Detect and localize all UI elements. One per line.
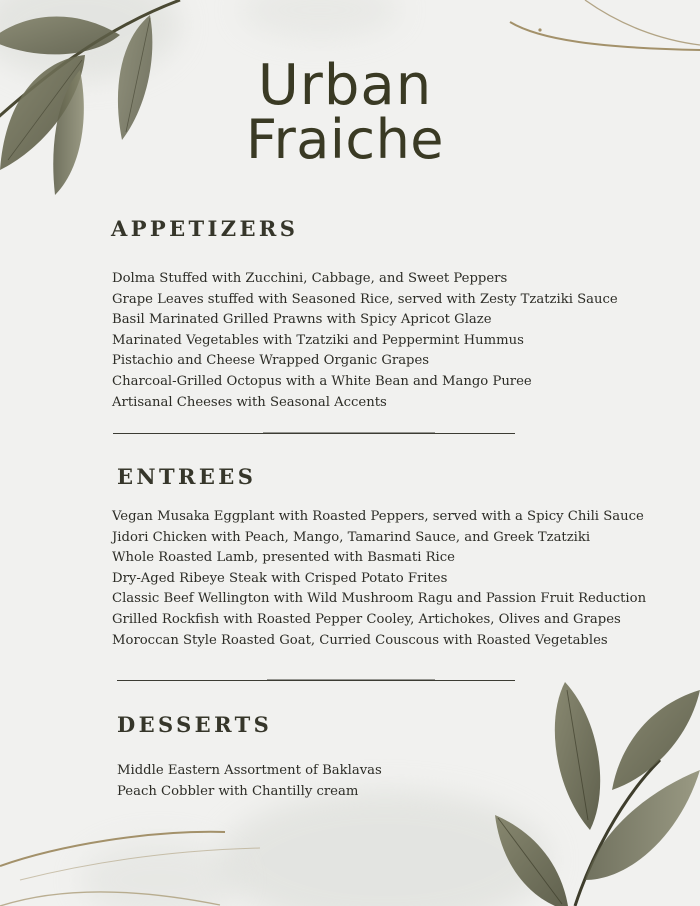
menu-item: Grape Leaves stuffed with Seasoned Rice, served with Zesty Tzatziki Sauce (112, 291, 618, 307)
menu-item: Dry-Aged Ribeye Steak with Crisped Potato Frites (112, 570, 448, 586)
desserts-list (117, 761, 382, 802)
restaurant-name-line2: Fraiche (245, 108, 445, 171)
menu-item: Vegan Musaka Eggplant with Roasted Peppers, served with a Spicy Chili Sauce (112, 509, 644, 524)
menu-item: Peach Cobbler with Chantilly cream (117, 783, 359, 799)
top-right-line-icon (510, 0, 700, 50)
restaurant-name-line1: Urban (257, 53, 433, 118)
bottom-right-branch-icon (495, 682, 700, 906)
menu-item: Moroccan Style Roasted Goat, Curried Couscous with Roasted Vegetables (112, 632, 608, 648)
section-divider (113, 433, 515, 434)
bottom-left-line-icon (0, 832, 260, 906)
section-divider (117, 680, 515, 681)
menu-item: Middle Eastern Assortment of Baklavas (117, 763, 382, 778)
menu-item: Marinated Vegetables with Tzatziki and Peppermint Hummus (112, 332, 524, 348)
menu-item: Grilled Rockfish with Roasted Pepper Cooley, Artichokes, Olives and Grapes (112, 611, 621, 627)
menu-item: Classic Beef Wellington with Wild Mushroom Ragu and Passion Fruit Reduction (112, 591, 647, 607)
menu-item: Basil Marinated Grilled Prawns with Spicy Apricot Glaze (112, 312, 492, 328)
section-heading-entrees: ENTREES (117, 464, 257, 489)
section-heading-appetizers: APPETIZERS (111, 216, 299, 241)
appetizers-list (112, 269, 618, 413)
entrees-list (112, 507, 646, 651)
menu-item: Jidori Chicken with Peach, Mango, Tamarind Sauce, and Greek Tzatziki (112, 529, 591, 545)
top-left-branch-icon (0, 0, 180, 195)
menu-item: Pistachio and Cheese Wrapped Organic Grapes (112, 353, 430, 369)
menu-item: Whole Roasted Lamb, presented with Basmati Rice (112, 550, 455, 566)
menu-item: Artisanal Cheeses with Seasonal Accents (112, 394, 387, 410)
menu-item: Dolma Stuffed with Zucchini, Cabbage, and Sweet Peppers (112, 271, 508, 286)
menu-item: Charcoal-Grilled Octopus with a White Bean and Mango Puree (112, 373, 532, 389)
section-heading-desserts: DESSERTS (117, 712, 273, 737)
